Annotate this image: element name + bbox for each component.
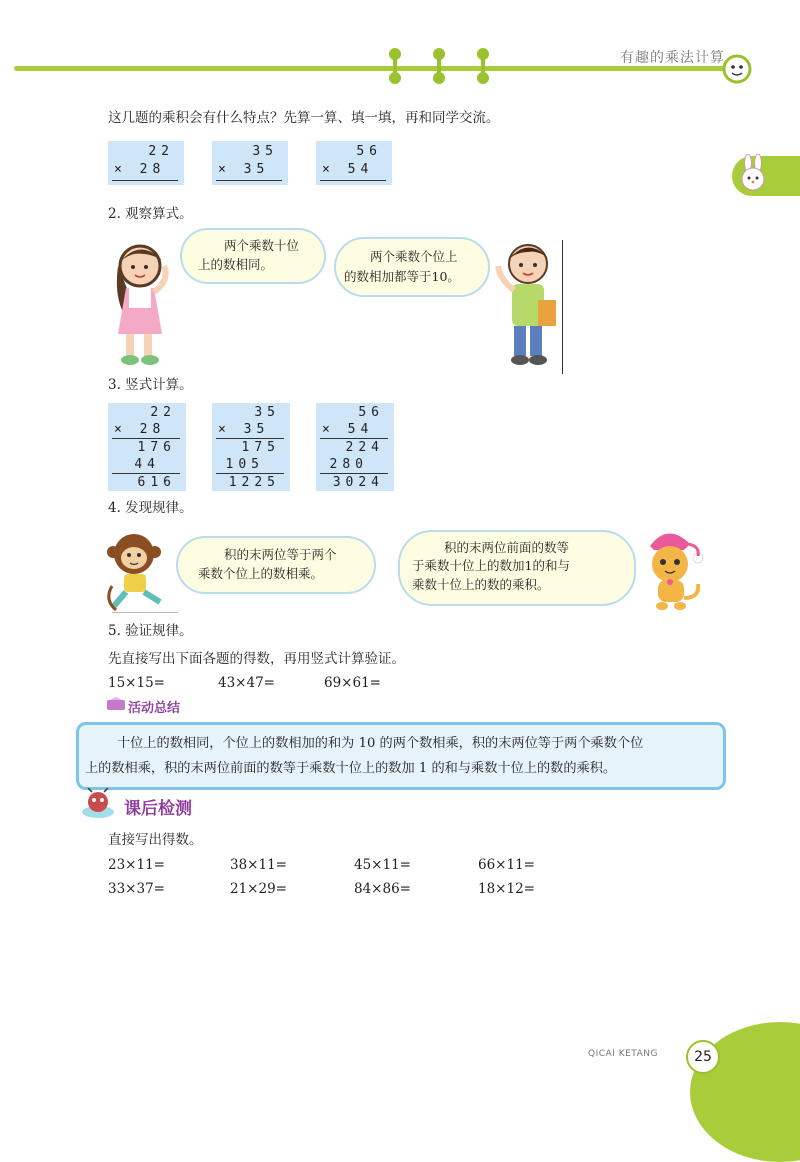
- section-2-title: 2. 观察算式。: [108, 206, 193, 222]
- exercise-item: 43×47=: [218, 675, 275, 691]
- chapter-title: 有趣的乘法计算: [620, 50, 725, 66]
- exercise-item: 84×86=: [354, 881, 411, 897]
- binder-pin-icon: [437, 53, 441, 79]
- summary-box: [76, 722, 726, 790]
- exercise-item: 38×11=: [230, 857, 287, 873]
- exercise-item: 21×29=: [230, 881, 287, 897]
- section-5-instruction: 先直接写出下面各题的得数，再用竖式计算验证。: [108, 651, 405, 667]
- exercise-item: 69×61=: [324, 675, 381, 691]
- binder-pin-icon: [393, 53, 397, 79]
- exercise-item: 33×37=: [108, 881, 165, 897]
- section-5-title: 5. 验证规律。: [108, 623, 193, 639]
- boy-illustration: [492, 236, 566, 372]
- solved-box-3: 56 × 54 224 280 3024: [316, 403, 394, 491]
- girl-illustration: [104, 236, 176, 372]
- page-number: 25: [686, 1040, 720, 1074]
- summary-line-2: 上的数相乘，积的末两位前面的数等于乘数十位上的数加 1 的和与乘数十位上的数的乘积。: [85, 761, 617, 776]
- divider-line: [562, 240, 563, 374]
- binder-pin-icon: [481, 53, 485, 79]
- monkey-illustration: [104, 530, 180, 614]
- exercise-item: 15×15=: [108, 675, 165, 691]
- footer-label: QICAI KETANG: [588, 1049, 658, 1059]
- problem-box-3: 56 × 54: [316, 141, 392, 185]
- problem-box-2: 35 × 35: [212, 141, 288, 185]
- section-4-title: 4. 发现规律。: [108, 500, 193, 516]
- section-3-title: 3. 竖式计算。: [108, 377, 193, 393]
- after-class-instruction: 直接写出得数。: [108, 832, 203, 848]
- exercise-item: 45×11=: [354, 857, 411, 873]
- exercise-item: 66×11=: [478, 857, 535, 873]
- pencil-icon: [106, 696, 126, 712]
- bug-mascot-icon: [78, 788, 120, 822]
- speech-bubble-girl: 两个乘数十位 上的数相同。: [180, 228, 326, 284]
- after-class-title: 课后检测: [124, 799, 192, 819]
- intro-text: 这几题的乘积会有什么特点？先算一算、填一填，再和同学交流。: [108, 110, 500, 126]
- rabbit-icon: [736, 154, 770, 194]
- exercise-item: 23×11=: [108, 857, 165, 873]
- speech-bubble-monkey: 积的末两位等于两个 乘数个位上的数相乘。: [176, 536, 376, 594]
- speech-bubble-cat: 积的末两位前面的数等 于乘数十位上的数加1的和与 乘数十位上的数的乘积。: [398, 530, 636, 606]
- summary-line-1: 十位上的数相同，个位上的数相加的和为 10 的两个数相乘，积的末两位等于两个乘数个位: [117, 736, 644, 751]
- problem-box-1: 22 × 28: [108, 141, 184, 185]
- activity-summary-title: 活动总结: [128, 701, 181, 716]
- solved-box-1: 22 × 28 176 44 616: [108, 403, 186, 491]
- ground-line: [112, 612, 178, 613]
- cat-illustration: [634, 528, 708, 614]
- solved-box-2: 35 × 35 175 105 1225: [212, 403, 290, 491]
- exercise-item: 18×12=: [478, 881, 535, 897]
- mascot-face-icon: [722, 54, 752, 84]
- speech-bubble-boy: 两个乘数个位上 的数相加都等于10。: [334, 237, 490, 297]
